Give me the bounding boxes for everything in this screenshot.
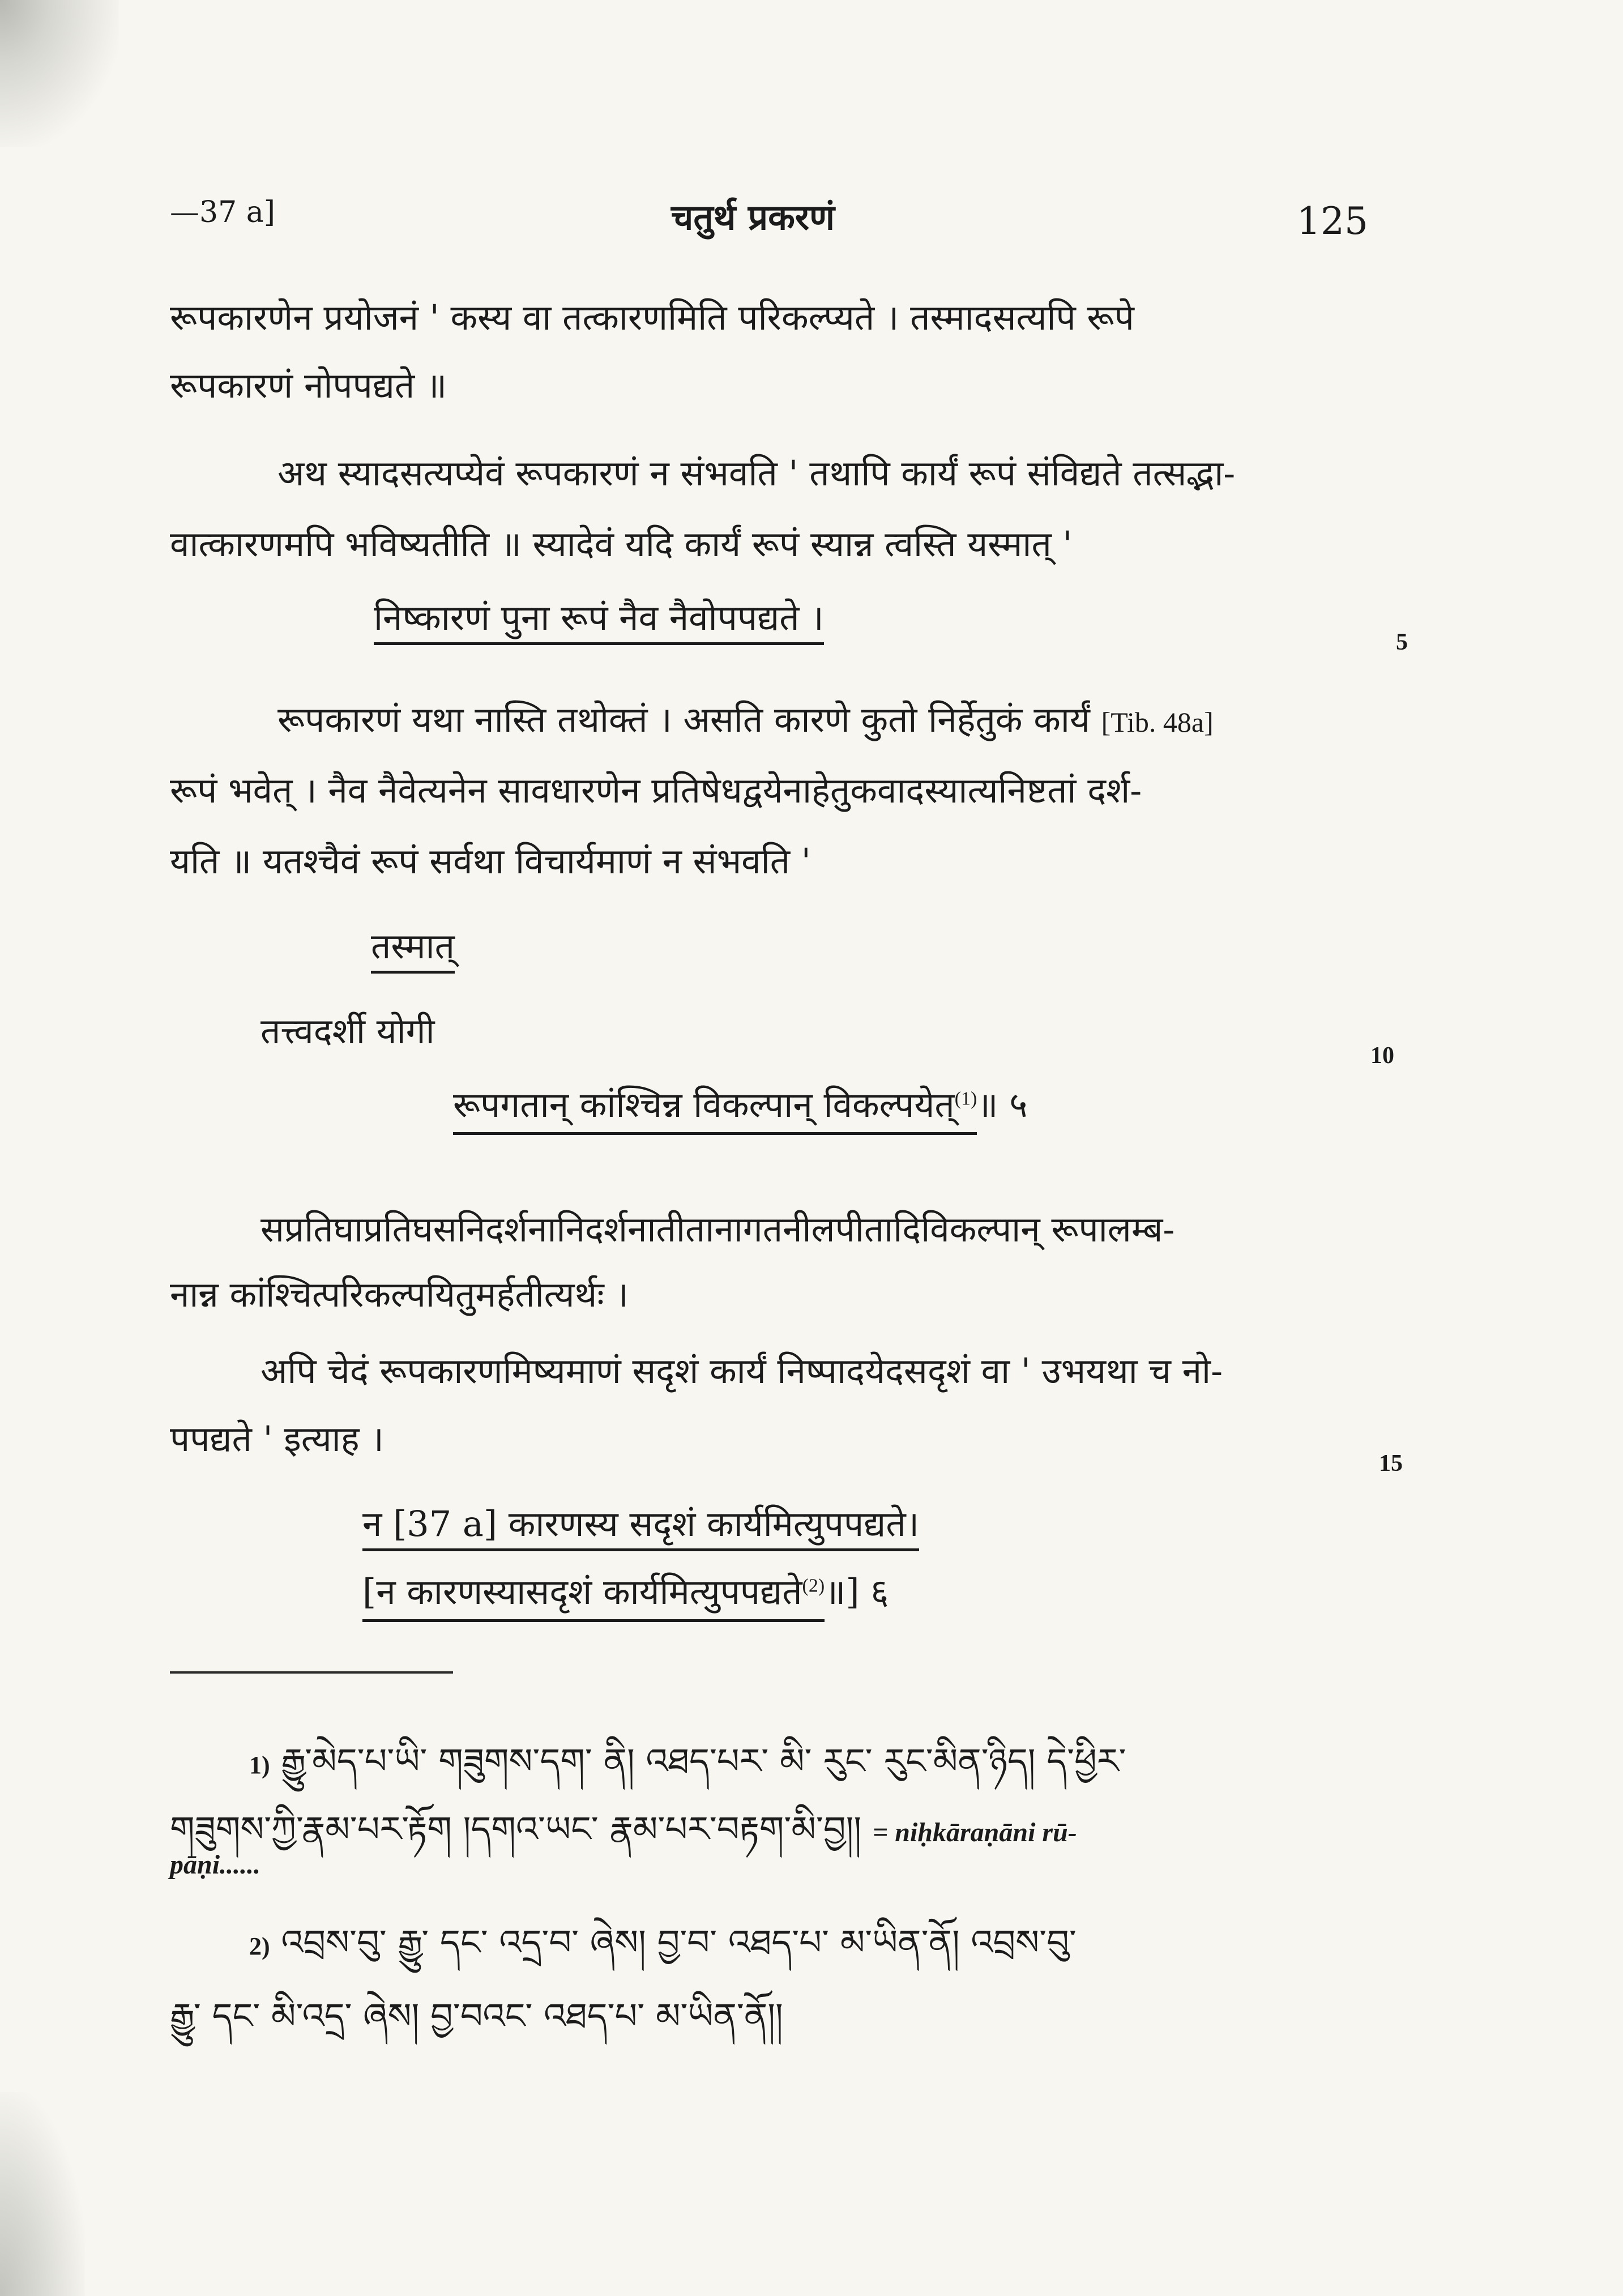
tasmat-heading: तस्मात् [371,929,455,974]
text-line-9: नान्न कांश्चित्परिकल्पयितुमर्हतीत्यर्थः । [170,1274,629,1315]
text-line-10: अपि चेदं रूपकारणमिष्यमाणं सदृशं कार्यं निष्पादयेदसदृशं वा ' उभयथा च नो- [260,1350,1223,1392]
footnote-1-tibetan-1: རྒྱུ་མེད་པ་ཡི་ གཟུགས་དག་ ནི། འཐད་པར་ མི་ རུང་ རུང་མིན་ཉིད། དེ་ཕྱིར་ [281,1740,1126,1782]
verse-6a: न [37 a] कारणस्य सदृशं कार्यमित्युपपद्यते। [362,1507,919,1551]
verse-5 [453,1084,1028,1125]
running-header-left: —37 a] [170,195,275,229]
text-line-7: यति ॥ यतश्चैवं रूपं सर्वथा विचार्यमाणं न संभवति ' [170,840,811,882]
footnote-marker-1: (1) [954,1088,977,1109]
line-number-10: 10 [1370,1043,1394,1069]
text-line-5 [277,699,1214,740]
footnote-2-tibetan-1: འབྲས་བུ་ རྒྱུ་ དང་ འདྲ་བ་ ཞེས། བྱ་བ་ འཐད་པ་ མ་ཡིན་ནོ། འབྲས་བུ་ [281,1922,1077,1963]
footnote-1-number: 1) [249,1751,270,1779]
verse-5-number: ॥ ५ [977,1084,1028,1125]
footnote-1-line-3: pāṇi...... [170,1850,261,1880]
footnote-rule [170,1671,453,1674]
text-line-8: सप्रतिघाप्रतिघसनिदर्शनानिदर्शनातीतानागतनीलपीतादिविकल्पान् रूपालम्ब- [260,1209,1175,1250]
text-line-4: वात्कारणमपि भविष्यतीति ॥ स्यादेवं यदि कार्यं रूपं स्यान्न त्वस्ति यस्मात् ' [170,523,1073,565]
verse-6b [362,1571,889,1612]
scan-edge-shadow-bottom [0,2092,85,2296]
footnote-2-line-2: རྒྱུ་ དང་ མི་འདྲ་ ཞེས། བྱ་བའང་ འཐད་པ་ མ་ཡིན་ནོ།། [170,1995,783,2037]
text-line-2: रूपकारणं नोपपद्यते ॥ [170,365,447,406]
verse-6b-text [362,1571,825,1622]
text-line-1: रूपकारणेन प्रयोजनं ' कस्य वा तत्कारणमिति परिकल्प्यते । तस्मादसत्यपि रूपे [170,297,1134,338]
text-line-5-text: रूपकारणं यथा नास्ति तथोक्तं । असति कारणे कुतो निर्हेतुकं कार्यं [277,699,1090,740]
footnote-1-sanskrit: = niḥkāraṇāni rū- [872,1817,1077,1847]
line-number-5: 5 [1396,629,1408,655]
tattvadarshi-line: तत्त्वदर्शी योगी [260,1010,435,1052]
verse-6-number: ॥] ६ [825,1571,889,1612]
verse-4: निष्कारणं पुना रूपं नैव नैवोपपद्यते । [374,600,824,645]
footnote-2-number: 2) [249,1932,270,1960]
verse-5-text [453,1084,977,1135]
verse-5-body: रूपगतान् कांश्चिन्न विकल्पान् विकल्पयेत् [453,1084,955,1125]
page-number: 125 [1297,199,1368,243]
text-line-3: अथ स्यादसत्यप्येवं रूपकारणं न संभवति ' तथापि कार्यं रूपं संविद्यते तत्सद्भा- [277,453,1236,494]
running-header-title: चतुर्थ प्रकरणं [671,197,835,238]
line-number-15: 15 [1379,1450,1403,1476]
footnote-1-line-2 [170,1790,1077,1889]
footnote-marker-2: (2) [802,1575,825,1597]
text-line-6: रूपं भवेत् । नैव नैवेत्यनेन सावधारणेन प्रतिषेधद्वयेनाहेतुकवादस्यात्यनिष्टतां दर्श- [170,770,1142,811]
tibetan-folio-reference: [Tib. 48a] [1101,706,1214,738]
verse-6b-body: [न कारणस्यासदृशं कार्यमित्युपपद्यते [362,1571,802,1612]
scan-edge-shadow [0,0,119,147]
text-line-11: पपद्यते ' इत्याह । [170,1418,384,1459]
footnote-1-tibetan-2: གཟུགས་ཀྱི་རྣམ་པར་རྟོག །དགའ་ཡང་ རྣམ་པར་བརྟག་མི་བྱ།། [170,1808,862,1850]
